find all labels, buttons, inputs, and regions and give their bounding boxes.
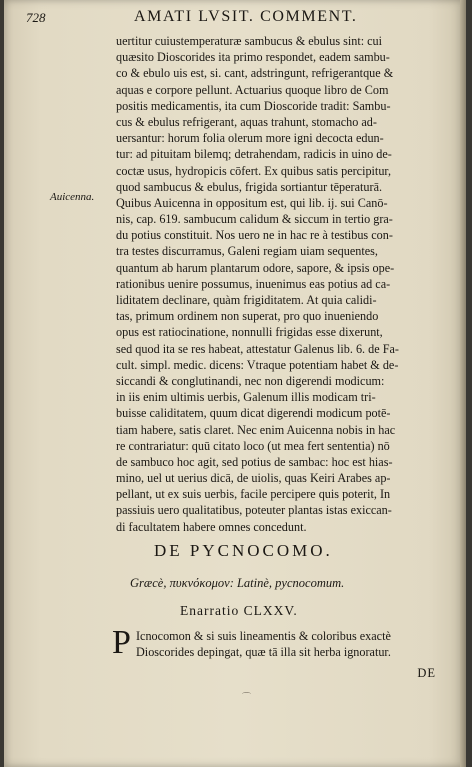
text-line: tra testes discurramus, Galeni regiam uiam sequentes, <box>116 244 378 259</box>
page-number: 728 <box>26 10 46 25</box>
text-line: in iis enim ultimis uerbis, Galenum illis modicam tri- <box>116 390 376 405</box>
text-line: du potius constituit. Nos uero ne in hac re à testibus con- <box>116 228 393 243</box>
drop-cap: P <box>112 624 131 661</box>
book-page <box>4 0 466 767</box>
text-line: quod sambucus & ebulus, frigida sortiantur tēperaturā. <box>116 179 383 194</box>
text-line: rationibus uenire possumus, inuenimus eas potius ad ca- <box>116 276 391 291</box>
text-line: cus & ebulus refrigerant, aquas trahunt, stomacho ad- <box>116 114 377 129</box>
text-line: buisse caliditatem, quum dicat digerendi modicum potē- <box>116 406 391 421</box>
text-line: quæsito Dioscorides ita primo respondet, eadem sambu- <box>116 50 390 65</box>
text-line: cult. simpl. medic. dicens: Vtraque potentiam habet & de- <box>116 357 399 372</box>
page-header <box>26 8 446 30</box>
text-line: re contrariatur: quū citato loco (ut mea fert sententia) nō <box>116 438 390 453</box>
commentary-body <box>116 33 446 535</box>
text-line: coctæ usus, hydropicis cōfert. Ex quibus satis percipitur, <box>116 163 392 178</box>
text-line: positis medicamentis, ita cum Dioscoride tradit: Sambu- <box>116 98 391 113</box>
text-line: pellant, ut ex suis uerbis, facile percipere quis poterit, In <box>116 487 391 502</box>
text-line: quantum ab harum plantarum odore, sapore, & ipsis ope- <box>116 260 395 275</box>
text-line: Icnocomon & si suis lineamentis & coloribus exactè <box>136 629 391 643</box>
text-line: uersantur: horum folia olerum more igni decocta edun- <box>116 131 384 146</box>
text-line: co & ebulo uis est, si. cant, adstringunt, refrigerantque & <box>116 66 394 81</box>
text-line: mino, uel ut uerius dicā, de uiolis, quas Keiri Arabes ap- <box>116 471 391 486</box>
enarratio-heading: Enarratio CLXXV. <box>180 603 298 618</box>
text-line: opus est ratiocinatione, nonnulli frigidas esse dixerunt, <box>116 325 383 340</box>
margin-note: Auicenna. <box>50 191 95 203</box>
text-line: tur: ad pituitam bilemq; detrahendam, radicis in uino de- <box>116 147 392 162</box>
text-line: di facultatem habere omnes concedunt. <box>116 519 307 534</box>
text-line: aquas e corpore pellunt. Actuarius quoque libro de Com <box>116 82 389 97</box>
text-line: tas, primum ordinem non superat, pro quo inueniendo <box>116 309 379 324</box>
text-line: Quibus Auicenna in oppositum est, qui lib. ij. sui Canō- <box>116 195 388 210</box>
plant-names-line: Græcè, πυκνόκομον: Latinè, pycnocomum. <box>130 576 345 590</box>
text-line: de sambuco hoc agit, sed potius de sambac: hoc est hias- <box>116 454 393 469</box>
text-line: nis, cap. 619. sambucum calidum & siccum in tertio gra- <box>116 212 393 227</box>
running-title: AMATI LVSIT. COMMENT. <box>134 8 358 25</box>
catchword: DE <box>417 666 436 680</box>
section-title: DE PYCNOCOMO. <box>154 541 333 560</box>
pycnocomo-paragraph <box>112 624 446 661</box>
printer-ornament-icon: ⌒ <box>242 692 252 702</box>
text-line: uertitur cuiustemperaturæ sambucus & ebulus sint: cui <box>116 34 383 48</box>
text-line: tiam habere, satis claret. Nec enim Auicenna nobis in hac <box>116 422 396 437</box>
text-line: passiuis uero qualitatibus, poteuter plantas istas exiccan- <box>116 503 392 518</box>
text-line: liditatem declinare, quàm frigiditatem. At quia calidi- <box>116 293 377 307</box>
text-line: sed quod ita se res habeat, attestatur Galenus lib. 6. de Fa- <box>116 341 399 356</box>
page-edge <box>460 0 466 767</box>
text-line: siccandi & conglutinandi, nec non digerendi modicum: <box>116 373 385 388</box>
text-line: Dioscorides depingat, quæ tā illa sit herba ignoratur. <box>136 645 391 660</box>
